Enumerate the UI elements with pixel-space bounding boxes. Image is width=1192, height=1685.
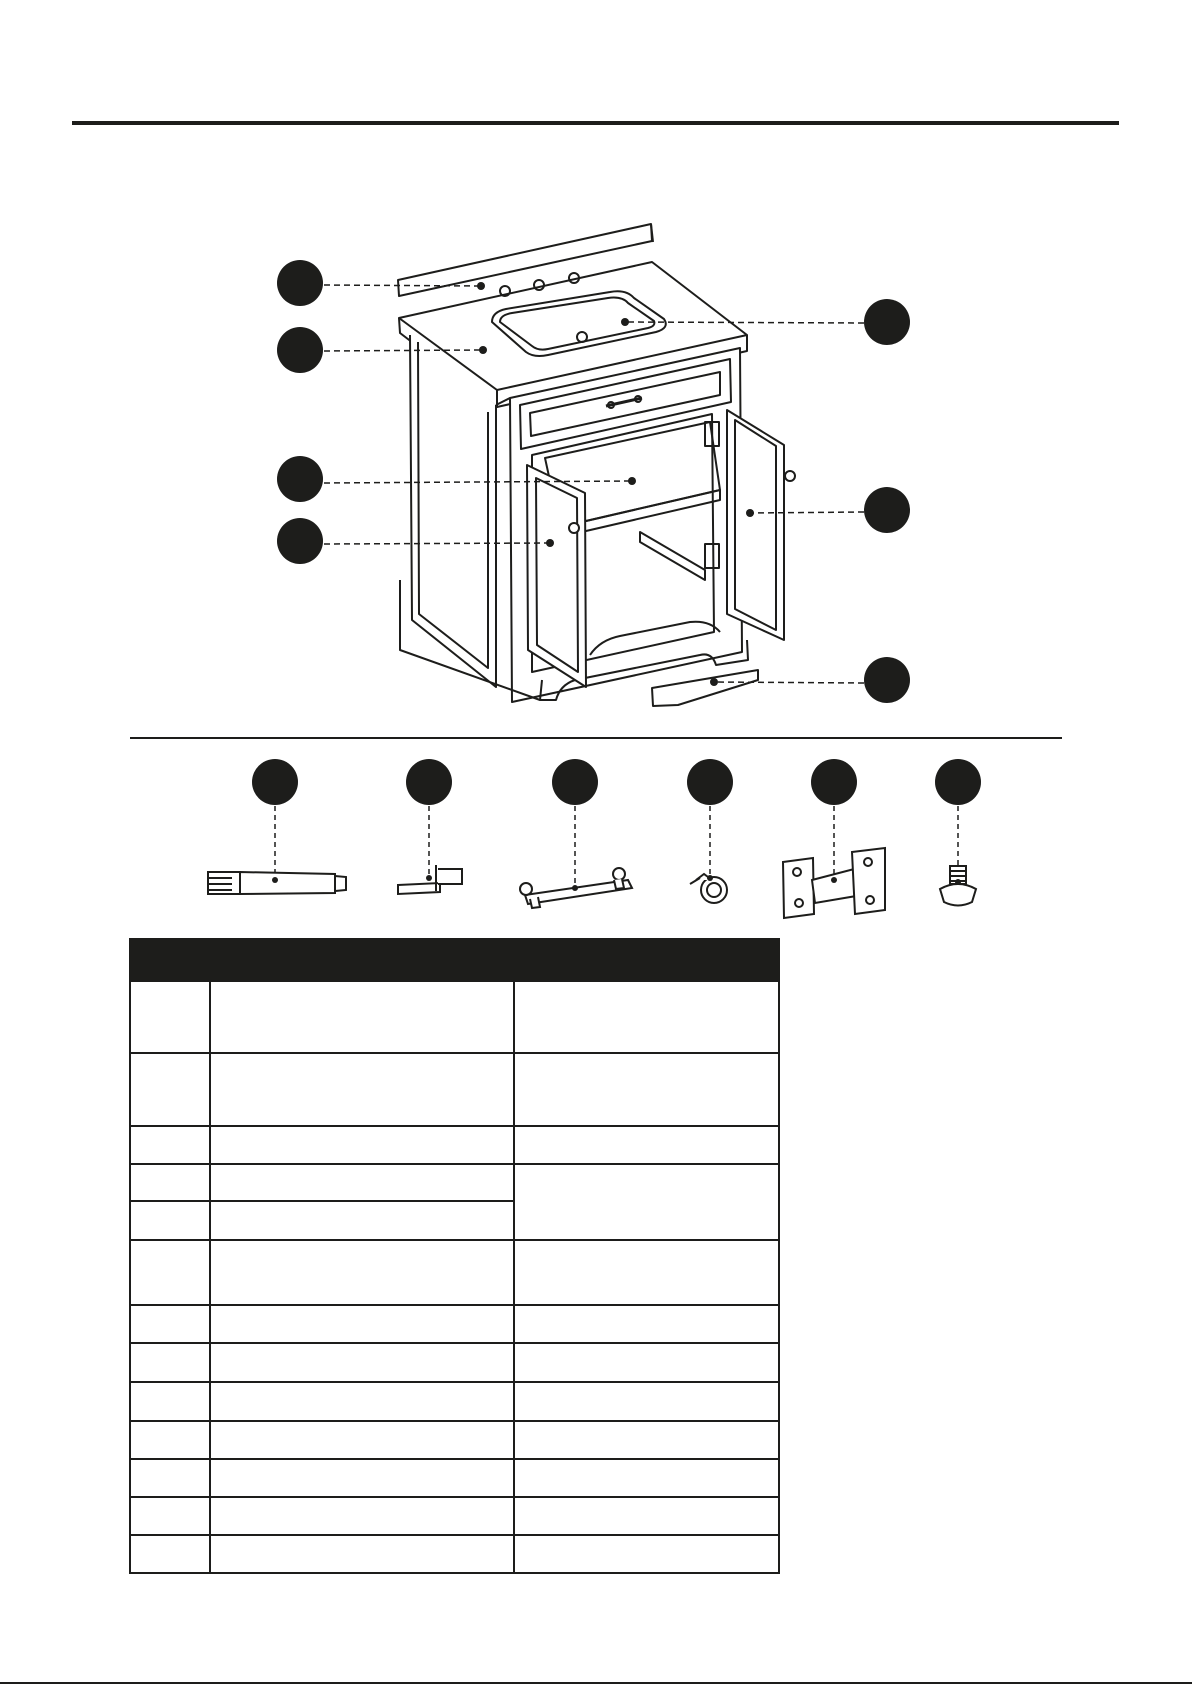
parts-table xyxy=(129,938,780,1574)
qty-cell xyxy=(514,1126,779,1164)
part-cell xyxy=(130,1126,210,1164)
bottom-rule xyxy=(0,1682,1192,1684)
qty-cell xyxy=(514,1497,779,1535)
description-cell xyxy=(210,1459,514,1497)
part-cell xyxy=(130,1497,210,1535)
table-row xyxy=(130,1126,779,1164)
description-cell xyxy=(210,1421,514,1459)
table-row xyxy=(130,1497,779,1535)
table-row xyxy=(130,981,779,1053)
description-cell xyxy=(210,1382,514,1421)
table-row xyxy=(130,1343,779,1382)
qty-cell xyxy=(514,1382,779,1421)
qty-cell xyxy=(514,981,779,1053)
part-cell xyxy=(130,1305,210,1343)
description-cell xyxy=(210,1343,514,1382)
description-cell xyxy=(210,1126,514,1164)
part-cell xyxy=(130,1535,210,1573)
qty-cell xyxy=(514,1535,779,1573)
table-row xyxy=(130,1535,779,1573)
qty-cell xyxy=(514,1164,779,1240)
description-cell xyxy=(210,1305,514,1343)
part-cell xyxy=(130,1343,210,1382)
table-row xyxy=(130,1305,779,1343)
qty-cell xyxy=(514,1305,779,1343)
description-cell xyxy=(210,1240,514,1305)
description-cell xyxy=(210,1497,514,1535)
part-cell xyxy=(130,1053,210,1126)
part-cell xyxy=(130,1164,210,1201)
header-quantity xyxy=(514,939,779,981)
table-row xyxy=(130,1164,779,1201)
header-description xyxy=(210,939,514,981)
description-cell xyxy=(210,1164,514,1201)
description-cell xyxy=(210,1053,514,1126)
part-cell xyxy=(130,1201,210,1240)
part-cell xyxy=(130,1240,210,1305)
table-header-row xyxy=(130,939,779,981)
part-cell xyxy=(130,1382,210,1421)
table-row xyxy=(130,1382,779,1421)
qty-cell xyxy=(514,1343,779,1382)
part-cell xyxy=(130,981,210,1053)
qty-cell xyxy=(514,1421,779,1459)
header-part xyxy=(130,939,210,981)
qty-cell xyxy=(514,1459,779,1497)
description-cell xyxy=(210,981,514,1053)
table-row xyxy=(130,1421,779,1459)
part-cell xyxy=(130,1421,210,1459)
qty-cell xyxy=(514,1240,779,1305)
description-cell xyxy=(210,1201,514,1240)
table-row xyxy=(130,1053,779,1126)
qty-cell xyxy=(514,1053,779,1126)
part-cell xyxy=(130,1459,210,1497)
table-row xyxy=(130,1459,779,1497)
table-row xyxy=(130,1240,779,1305)
description-cell xyxy=(210,1535,514,1573)
